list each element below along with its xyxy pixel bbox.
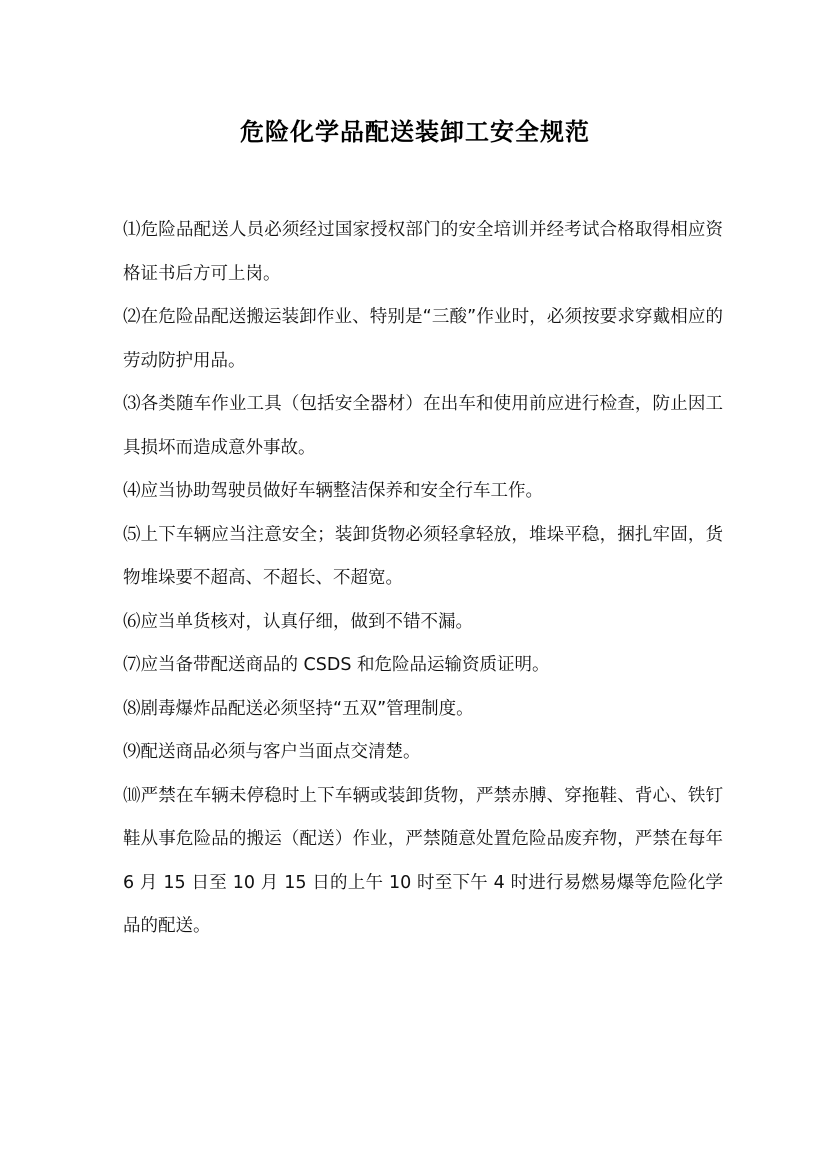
paragraph-10: ⑽严禁在车辆未停稳时上下车辆或装卸货物，严禁赤膊、穿拖鞋、背心、铁钉鞋从事危险品的搬运（配送）作业，严禁随意处置危险品废弃物，严禁在每年 6 月 15 日至 10 月 15 日的上午 10 时至下午 4 时进行易燃易爆等危险化学品的配送。	[123, 785, 723, 936]
paragraph-2: ⑵在危险品配送搬运装卸作业、特别是“三酸”作业时，必须按要求穿戴相应的劳动防护用品。	[123, 307, 723, 371]
document-body	[123, 209, 723, 949]
page-title: 危险化学品配送装卸工安全规范	[240, 118, 590, 146]
paragraph-1: ⑴危险品配送人员必须经过国家授权部门的安全培训并经考试合格取得相应资格证书后方可上岗。	[123, 220, 723, 284]
paragraph-4: ⑷应当协助驾驶员做好车辆整洁保养和安全行车工作。	[123, 481, 543, 501]
paragraph-6: ⑹应当单货核对，认真仔细，做到不错不漏。	[123, 611, 473, 632]
paragraph-8: ⑻剧毒爆炸品配送必须坚持“五双”管理制度。	[123, 698, 474, 719]
paragraph-3: ⑶各类随车作业工具（包括安全器材）在出车和使用前应进行检查，防止因工具损坏而造成意外事故。	[123, 394, 723, 458]
paragraph-5: ⑸上下车辆应当注意安全；装卸货物必须轻拿轻放，堆垛平稳，捆扎牢固，货物堆垛要不超高、不超长、不超宽。	[123, 524, 723, 588]
paragraph-9: ⑼配送商品必须与客户当面点交清楚。	[123, 742, 421, 762]
paragraph-7: ⑺应当备带配送商品的 CSDS 和危险品运输资质证明。	[123, 655, 550, 675]
